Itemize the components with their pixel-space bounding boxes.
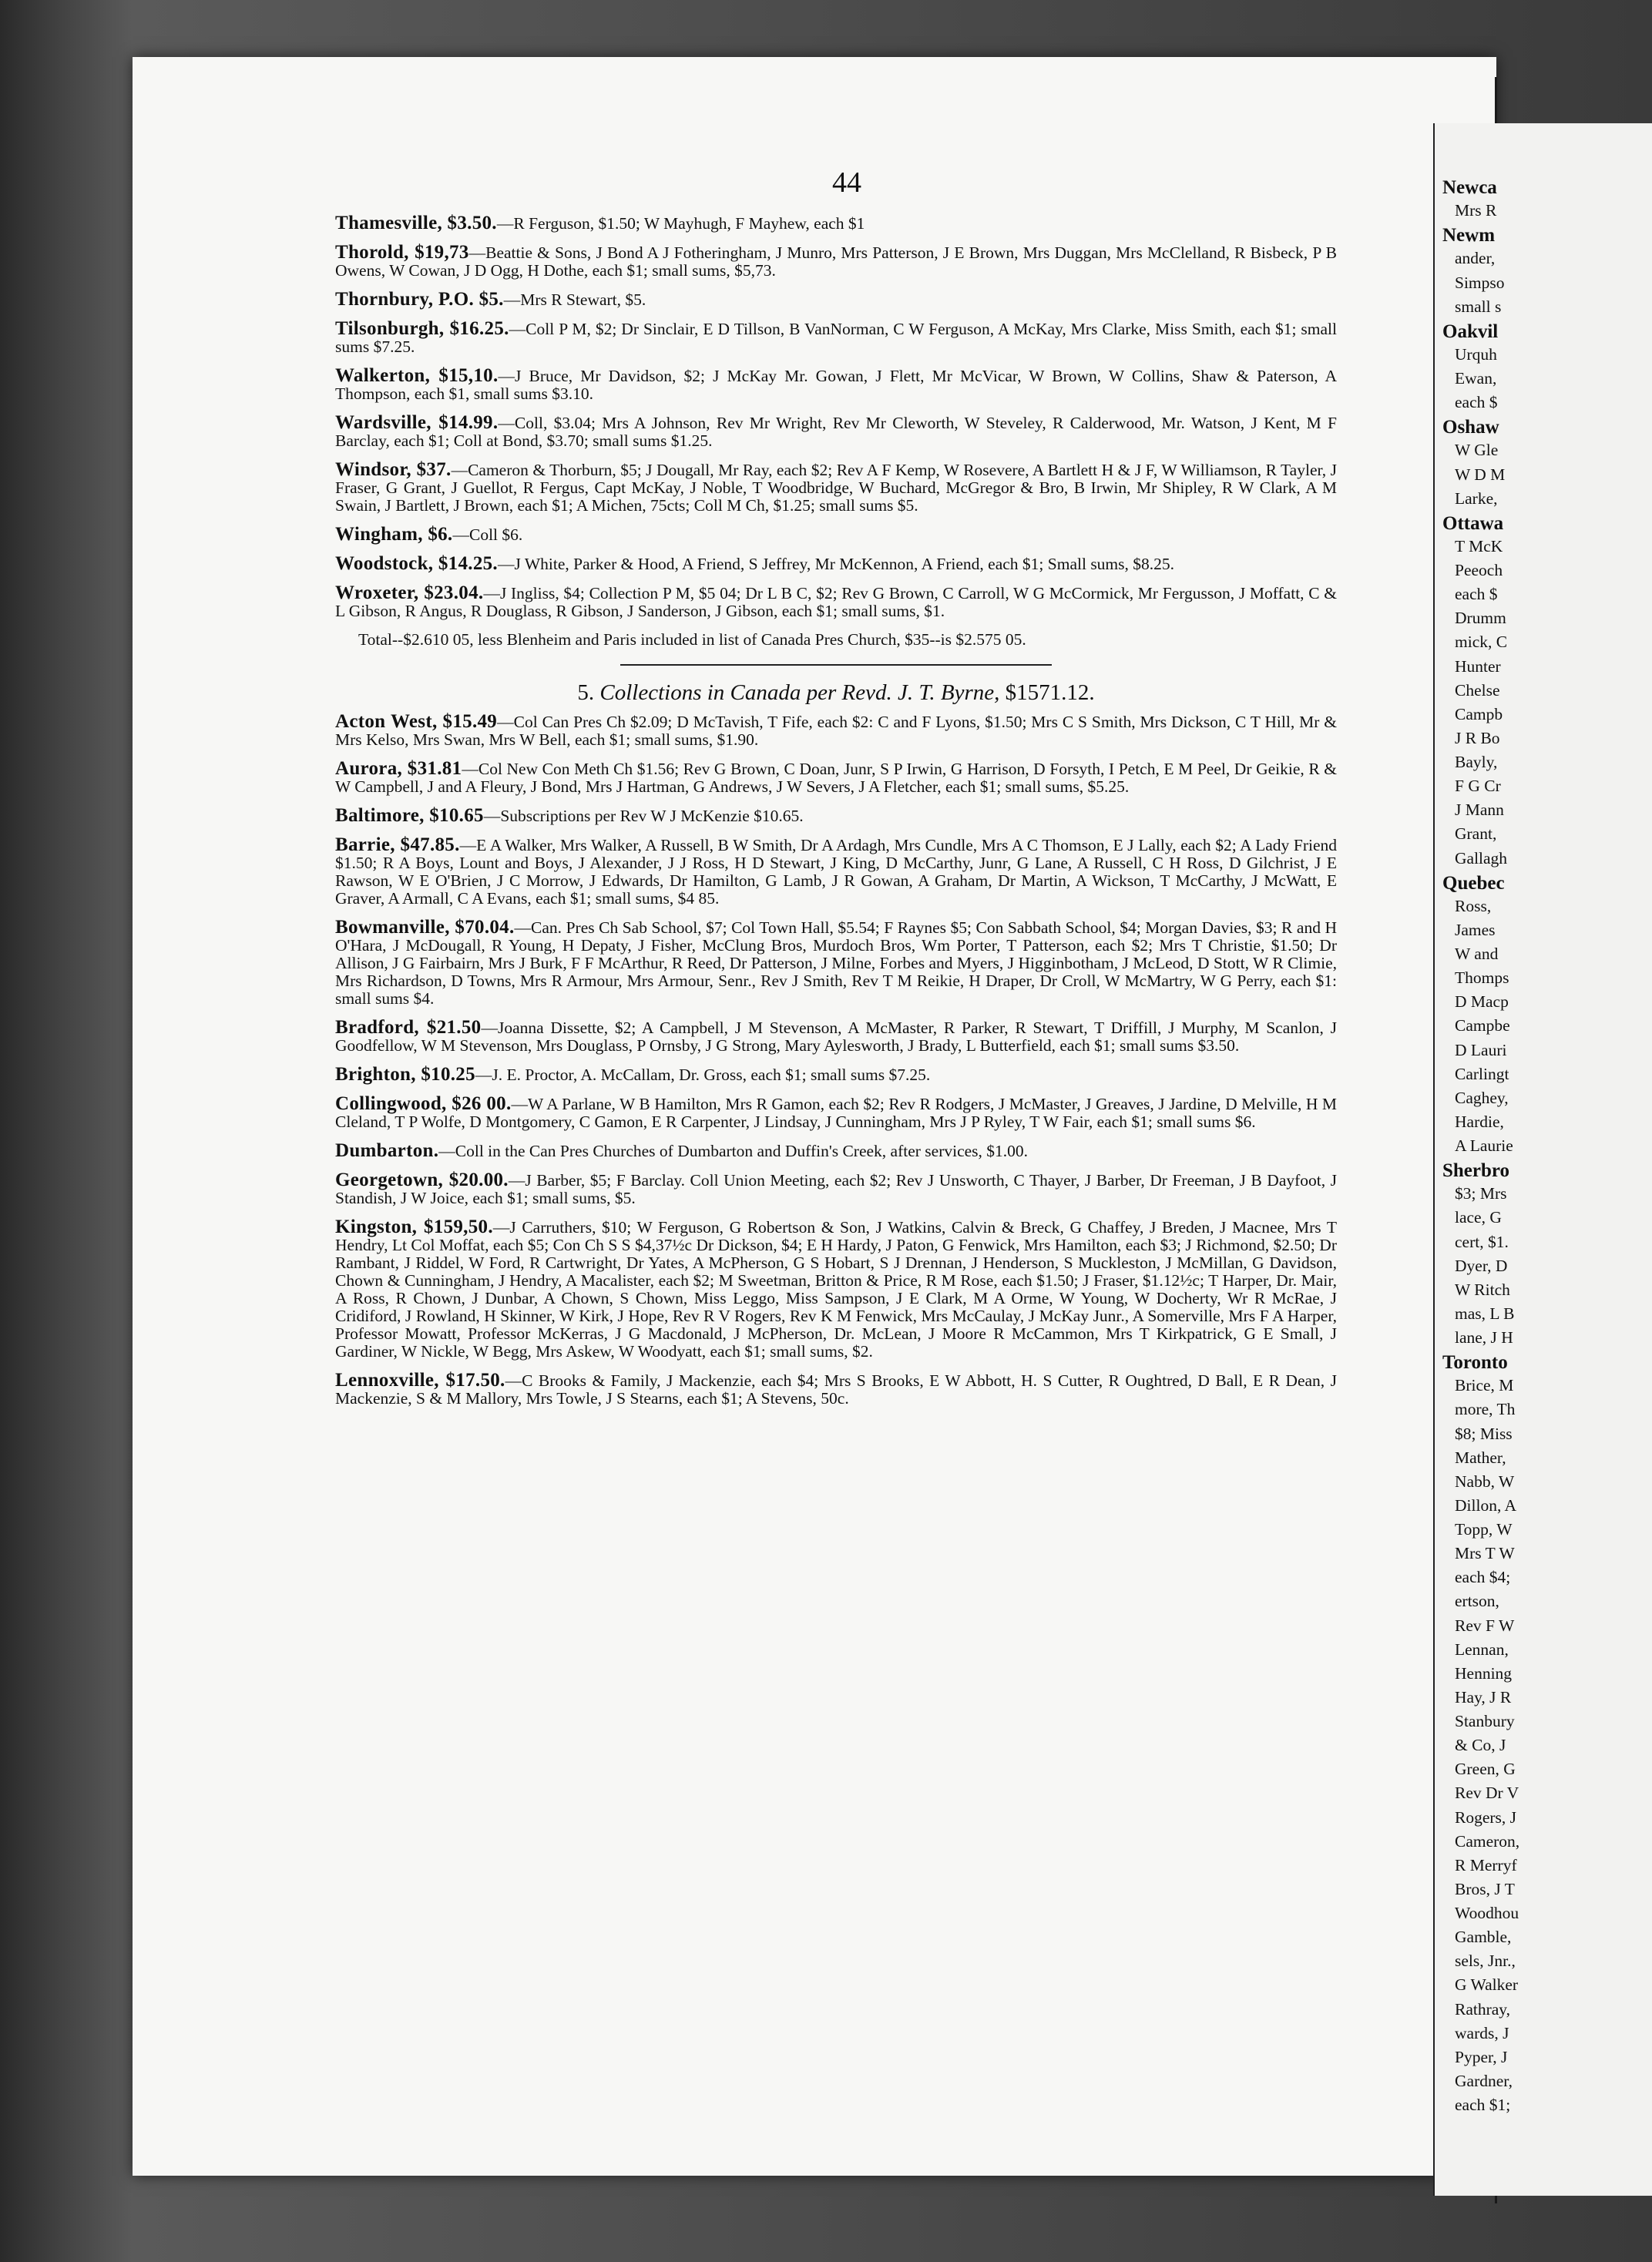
- right-page-fragment: ertson,: [1455, 1592, 1499, 1610]
- right-page-fragment: more, Th: [1455, 1400, 1516, 1418]
- entry-place: Wingham, $6.: [335, 524, 453, 545]
- right-page-fragment: R Merryf: [1455, 1856, 1517, 1874]
- right-page-fragment: Mrs T W: [1455, 1544, 1515, 1562]
- entry-place: Windsor, $37.: [335, 459, 452, 480]
- right-page-fragment: each $1;: [1455, 2096, 1511, 2114]
- right-page-fragment: cert, $1.: [1455, 1233, 1509, 1251]
- entry-place: Dumbarton.: [335, 1140, 439, 1161]
- entry-text: —Joanna Dissette, $2; A Campbell, J M Stevenson, A McMaster, R Parker, R Stewart, T Driffill, J Murphy, M Scanlon, J Goodfellow, W M Stevenson, Mrs Douglass, P Ornsby, J G Strong, Mary Aylesworth, J Brady, L Butterfield, each $1; small sums $3.50.: [335, 1019, 1337, 1055]
- donation-entry: [335, 1371, 1337, 1408]
- entry-text: —Coll in the Can Pres Churches of Dumbarton and Duffin's Creek, after services, $1.00.: [438, 1142, 1029, 1160]
- total-line: Total--$2.610 05, less Blenheim and Paris included in list of Canada Pres Church, $35--is $2.575 05.: [358, 630, 1026, 649]
- entry-place: Tilsonburgh, $16.25.: [335, 318, 509, 339]
- donation-entry: [335, 414, 1337, 450]
- right-page-fragment: mick, C: [1455, 633, 1508, 651]
- right-page-fragment: Ewan,: [1455, 369, 1497, 388]
- main-column: [335, 214, 1337, 1418]
- right-page-fragment: A Laurie: [1455, 1136, 1513, 1155]
- donation-entry: [335, 1142, 1337, 1160]
- right-page-fragment: Woodhou: [1455, 1904, 1519, 1922]
- entry-place: Aurora, $31.81: [335, 758, 462, 779]
- donation-entry: [335, 760, 1337, 796]
- entry-text: —J Carruthers, $10; W Ferguson, G Robertson & Son, J Watkins, Calvin & Breck, G Chaffey, J Breden, J Macnee, Mrs T Hendry, Lt Col Moffat, each $5; Con Ch S S $4,37½c Dr Dickson, $4; E H Hardy, J Paton, G Fenwick, Mrs Hamilton, each $3; J Richmond, $2.50; Dr Rambant, J Riddel, W Ford, R Cartwright, Dr Yates, A McPherson, G S Hobart, S J Drennan, J Henderson, S Muckleston, J McMillan, G Davidson, Chown & Cunningham, J Hendry, A Macalister, each $2; M Sweetman, Britton & Price, R M Rose, each $1.50; J Fraser, $1.12½c; T Harper, Dr. Mair, A Ross, R Chown, J Dunbar, A Chown, S Chown, Miss Leggo, Miss Sampson, J E Clark, M A Orme, W Young, W Docherty, Wr R McRae, J Cridiford, J Rowland, H Skinner, W Kirk, J Hope, Rev R V Rogers, Rev K M Fenwick, Mrs McCaulay, J McKay Junr., A Somerville, Mrs F A Harper, Professor Mowatt, Professor McKerras, J G Macdonald, J McPherson, Dr. McLean, J Moore R McCammon, Mrs T Kirkpatrick, G E Small, J Gardiner, W Nickle, W Begg, Mrs Askew, W Woodyatt, each $1; small sums, $2.: [335, 1218, 1337, 1361]
- right-page-fragment: Grant,: [1455, 824, 1497, 843]
- right-page-fragment: Hunter: [1455, 657, 1501, 676]
- right-page-fragment: James: [1455, 921, 1496, 939]
- donation-entry: [335, 290, 1337, 309]
- right-page-fragment: Henning: [1455, 1664, 1513, 1683]
- entry-text: —J White, Parker & Hood, A Friend, S Jeffrey, Mr McKennon, A Friend, each $1; Small sums, $8.25.: [497, 555, 1175, 573]
- right-page-fragment: Newca: [1442, 177, 1497, 198]
- right-page-fragment: Simpso: [1455, 274, 1505, 292]
- entry-place: Lennoxville, $17.50.: [335, 1370, 505, 1391]
- donation-entry: [335, 918, 1337, 1008]
- section-divider: [620, 664, 1052, 666]
- right-page-fragment: W Gle: [1455, 441, 1499, 459]
- donation-entry: [335, 1218, 1337, 1361]
- donation-entry: [335, 320, 1337, 356]
- right-page-fragment: Sherbro: [1442, 1160, 1510, 1181]
- entry-place: Thamesville, $3.50.: [335, 213, 497, 233]
- right-page-fragment: small s: [1455, 297, 1502, 316]
- right-page-fragment: Nabb, W: [1455, 1472, 1515, 1491]
- entry-place: Thorold, $19,73: [335, 242, 469, 263]
- right-page-fragment: Rathray,: [1455, 2000, 1511, 2019]
- right-page-fragment: Ottawa: [1442, 513, 1504, 534]
- donation-entry: [335, 1171, 1337, 1207]
- donation-entry: [335, 525, 1337, 544]
- right-page-fragment: Oshaw: [1442, 417, 1499, 438]
- donation-entry: [335, 836, 1337, 908]
- entry-text: —Subscriptions per Rev W J McKenzie $10.65.: [483, 807, 804, 825]
- entry-text: —Beattie & Sons, J Bond A J Fotheringham, J Munro, Mrs Patterson, J E Brown, Mrs Duggan, Mrs McClelland, R Bisbeck, P B Owens, W Cowan, J D Ogg, H Dothe, each $1; small sums, $5,73.: [335, 243, 1337, 280]
- right-page-fragment: W and: [1455, 945, 1499, 963]
- entry-place: Barrie, $47.85.: [335, 834, 460, 855]
- entry-text: —Cameron & Thorburn, $5; J Dougall, Mr Ray, each $2; Rev A F Kemp, W Rosevere, A Bartlett H & J F, W Williamson, R Tayler, J Fraser, G Grant, J Guellot, R Fergus, Capt McKay, J Noble, T Woodbridge, W Buchard, McGregor & Bro, B Irwin, Mr Shipley, R W Clark, A M Swain, J Bartlett, J Brown, each $1; A Michen, 75cts; Coll M Ch, $1.25; small sums $5.: [335, 461, 1337, 515]
- right-page-fragment: sels, Jnr.,: [1455, 1952, 1516, 1970]
- right-page-fragment: Toronto: [1442, 1352, 1508, 1373]
- donation-entry: [335, 214, 1337, 233]
- right-page-fragment: Mrs R: [1455, 201, 1497, 220]
- donation-entry: [335, 461, 1337, 515]
- entry-place: Brighton, $10.25: [335, 1064, 475, 1085]
- section-number: 5.: [577, 680, 595, 705]
- right-page-fragment: Hardie,: [1455, 1113, 1504, 1131]
- right-page-fragment: Drumm: [1455, 609, 1506, 627]
- right-page-fragment: Brice, M: [1455, 1376, 1514, 1394]
- entry-place: Collingwood, $26 00.: [335, 1093, 512, 1114]
- entry-text: —Mrs R Stewart, $5.: [503, 290, 646, 309]
- right-page-fragment: D Macp: [1455, 992, 1509, 1011]
- right-page-fragment: $8; Miss: [1455, 1425, 1513, 1443]
- entry-text: —Coll $6.: [452, 525, 523, 544]
- entry-text: —Coll P M, $2; Dr Sinclair, E D Tillson, B VanNorman, C W Ferguson, A McKay, Mrs Clarke, Miss Smith, each $1; small sums $7.25.: [335, 320, 1337, 356]
- entry-text: —W A Parlane, W B Hamilton, Mrs R Gamon, each $2; Rev R Rodgers, J McMaster, J Greaves, J Jardine, D Melville, H M Cleland, T P Wolfe, D Montgomery, C Gamon, E R Carpenter, J Lindsay, J Cunningham, Mrs J P Ryley, T W Fair, each $1; small sums $6.: [335, 1095, 1337, 1131]
- entry-text: —Coll, $3.04; Mrs A Johnson, Rev Mr Wright, Rev Mr Cleworth, W Steveley, R Calderwood, Mr. Watson, J Kent, M F Barclay, each $1; Coll at Bond, $3.70; small sums $1.25.: [335, 414, 1338, 450]
- entry-place: Wroxeter, $23.04.: [335, 582, 484, 603]
- entry-text: —Col Can Pres Ch $2.09; D McTavish, T Fife, each $2: C and F Lyons, $1.50; Mrs C S Smith, Mrs Dickson, C T Hill, Mr & Mrs Kelso, Mrs Swan, Mrs W Bell, each $1; small sums, $1.90.: [335, 713, 1337, 749]
- right-page-fragment: Campbe: [1455, 1016, 1510, 1035]
- right-page-fragment: wards, J: [1455, 2024, 1509, 2042]
- right-page-fragment: Newm: [1442, 225, 1496, 246]
- right-page-fragment: J Mann: [1455, 800, 1504, 819]
- entry-text: —J Bruce, Mr Davidson, $2; J McKay Mr. Gowan, J Flett, Mr McVicar, W Brown, W Collins, Shaw & Paterson, A Thompson, each $1, small sums $3.10.: [335, 367, 1338, 403]
- right-page-fragment: Bros, J T: [1455, 1880, 1515, 1898]
- entry-place: Georgetown, $20.00.: [335, 1170, 509, 1190]
- right-page-fragment: Topp, W: [1455, 1520, 1513, 1539]
- right-page-fragment: Carlingt: [1455, 1065, 1509, 1083]
- right-page-fragment: Chelse: [1455, 681, 1500, 700]
- entry-place: Walkerton, $15,10.: [335, 365, 499, 386]
- donation-entry: [335, 1019, 1337, 1055]
- entry-text: —J Barber, $5; F Barclay. Coll Union Meeting, each $2; Rev J Unsworth, C Thayer, J Barber, Dr Freeman, J B Dayfoot, J Standish, J W Joice, each $1; small sums, $5.: [335, 1171, 1337, 1207]
- entry-place: Kingston, $159,50.: [335, 1217, 493, 1237]
- donation-entry: [335, 1066, 1337, 1084]
- donation-entry: [335, 713, 1337, 749]
- right-page-fragment: Quebec: [1442, 873, 1505, 894]
- page-number: 44: [832, 166, 861, 199]
- entry-place: Bradford, $21.50: [335, 1017, 482, 1038]
- right-page-fragment: T McK: [1455, 537, 1503, 555]
- right-page-fragment: Gamble,: [1455, 1928, 1512, 1946]
- right-page-fragment: Caghey,: [1455, 1089, 1509, 1107]
- section-title: Collections in Canada per Revd. J. T. Byrne,: [599, 680, 1000, 705]
- entry-text: —Can. Pres Ch Sab School, $7; Col Town Hall, $5.54; F Raynes $5; Con Sabbath School, $4; Morgan Davies, $3; R and H O'Hara, J McDougall, R Young, H Depaty, J Fisher, McClung Bros, Murdoch Bros, Wm Porter, T Patterson, each $2; Mrs T Christie, $1.50; Dr Allison, J G Fairbairn, Mrs J Burk, F F McArthur, R Reed, Dr Patterson, J Milne, Forbes and Myers, J Higginbotham, J McLeod, D Stott, W R Climie, Mrs Richardson, D Towns, Mrs R Armour, Mrs Armour, Senr., Rev J Smith, Rev T M Reikie, H Draper, Dr Croll, W McMartry, W G Perry, each $1: small sums $4.: [335, 918, 1337, 1008]
- right-page-fragment: W Ritch: [1455, 1280, 1510, 1299]
- right-page-fragment: W D M: [1455, 465, 1506, 484]
- right-page-fragment: mas, L B: [1455, 1304, 1515, 1323]
- entries-list-bottom: [335, 713, 1337, 1408]
- right-page-fragment: each $: [1455, 393, 1498, 411]
- donation-entry: [335, 1095, 1337, 1131]
- right-page-fragment: J R Bo: [1455, 729, 1500, 747]
- right-page-fragment: F G Cr: [1455, 777, 1501, 795]
- right-page-fragment: Cameron,: [1455, 1832, 1520, 1851]
- right-page-fragment: lane, J H: [1455, 1328, 1513, 1347]
- right-page-partial: [1433, 123, 1652, 2196]
- donation-entry: [335, 367, 1337, 403]
- right-page-fragment: ander,: [1455, 249, 1496, 267]
- right-page-fragment: Rev Dr V: [1455, 1784, 1519, 1802]
- right-page-fragment: Dyer, D: [1455, 1257, 1508, 1275]
- right-page-fragment: Dillon, A: [1455, 1496, 1517, 1515]
- entry-place: Wardsville, $14.99.: [335, 412, 499, 433]
- right-page-fragment: Thomps: [1455, 968, 1509, 987]
- right-page-fragment: lace, G: [1455, 1208, 1502, 1227]
- entry-place: Woodstock, $14.25.: [335, 553, 498, 574]
- section-amount: $1571.12.: [1005, 680, 1095, 705]
- entry-place: Thornbury, P.O. $5.: [335, 289, 504, 310]
- right-page-fragment: Oakvil: [1442, 321, 1499, 342]
- donation-entry: [335, 243, 1337, 280]
- right-page-fragment: Lennan,: [1455, 1640, 1509, 1659]
- entry-text: —C Brooks & Family, J Mackenzie, each $4; Mrs S Brooks, E W Abbott, H. S Cutter, R Oughtred, D Ball, E R Dean, J Mackenzie, S & M Mallory, Mrs Towle, J S Stearns, each $1; A Stevens, 50c.: [335, 1371, 1337, 1408]
- right-page-fragment: Campb: [1455, 705, 1503, 723]
- right-page-fragment: Ross,: [1455, 897, 1492, 915]
- right-page-fragment: Larke,: [1455, 489, 1498, 508]
- right-page-fragment: Mather,: [1455, 1448, 1506, 1467]
- right-page-fragment: Pyper, J: [1455, 2048, 1508, 2066]
- entry-text: —E A Walker, Mrs Walker, A Russell, B W Smith, Dr A Ardagh, Mrs Cundle, Mrs A C Thomson, E J Lally, each $2; A Lady Friend $1.50; R A Boys, Lount and Boys, J Alexander, J J Ross, H D Stewart, J King, D McCarthy, Junr, G Lane, A Russell, C H Ross, D Gilchrist, J E Rawson, W E O'Brien, J C Morrow, J Edwards, Dr Hamilton, G Lamb, J R Gowan, A Graham, Dr Martin, A Wickson, T McCarthy, J McWatt, E Graver, A Armall, C A Evans, each $1; small sums, $4 85.: [335, 836, 1337, 908]
- right-page-fragment: Gallagh: [1455, 849, 1508, 868]
- right-page-fragment: Urquh: [1455, 345, 1497, 364]
- right-page-fragment: Stanbury: [1455, 1712, 1515, 1730]
- entry-place: Bowmanville, $70.04.: [335, 917, 515, 938]
- section-heading: [335, 680, 1337, 705]
- right-page-fragment: each $4;: [1455, 1568, 1511, 1586]
- entries-list-top: [335, 214, 1337, 620]
- donation-entry: [335, 584, 1337, 620]
- entry-text: —J. E. Proctor, A. McCallam, Dr. Gross, each $1; small sums $7.25.: [475, 1066, 931, 1084]
- right-page-fragment: Green, G: [1455, 1760, 1516, 1778]
- right-page-fragment: G Walker: [1455, 1975, 1519, 1994]
- entry-place: Baltimore, $10.65: [335, 805, 484, 826]
- entry-text: —J Ingliss, $4; Collection P M, $5 04; Dr L B C, $2; Rev G Brown, C Carroll, W G McCormick, Mr Fergusson, J Moffatt, C & L Gibson, R Angus, R Douglass, R Gibson, J Sanderson, J Gibson, each $1; small sums, $1.: [335, 584, 1337, 620]
- right-page-fragment: Rev F W: [1455, 1616, 1515, 1635]
- right-page-fragment: Bayly,: [1455, 753, 1498, 771]
- donation-entry: [335, 807, 1337, 825]
- right-page-fragment: each $: [1455, 585, 1498, 603]
- donation-entry: [335, 555, 1337, 573]
- right-page-fragment: D Lauri: [1455, 1041, 1507, 1059]
- entry-text: —Col New Con Meth Ch $1.56; Rev G Brown, C Doan, Junr, S P Irwin, G Harrison, D Forsyth, I Petch, E M Peel, Dr Geikie, R & W Campbell, J and A Fleury, J Bond, Mrs J Hartman, G Andrews, J W Severs, J A Fletcher, each $1; small sums, $5.25.: [335, 760, 1337, 796]
- right-page-fragment: Gardner,: [1455, 2072, 1513, 2090]
- right-page-fragment: Rogers, J: [1455, 1808, 1517, 1827]
- entry-text: —R Ferguson, $1.50; W Mayhugh, F Mayhew, each $1: [496, 214, 865, 233]
- right-page-fragment: Peeoch: [1455, 561, 1503, 579]
- right-page-fragment: & Co, J: [1455, 1736, 1506, 1754]
- entry-place: Acton West, $15.49: [335, 711, 498, 732]
- right-page-fragment: $3; Mrs: [1455, 1184, 1507, 1203]
- right-page-fragment: Hay, J R: [1455, 1688, 1512, 1707]
